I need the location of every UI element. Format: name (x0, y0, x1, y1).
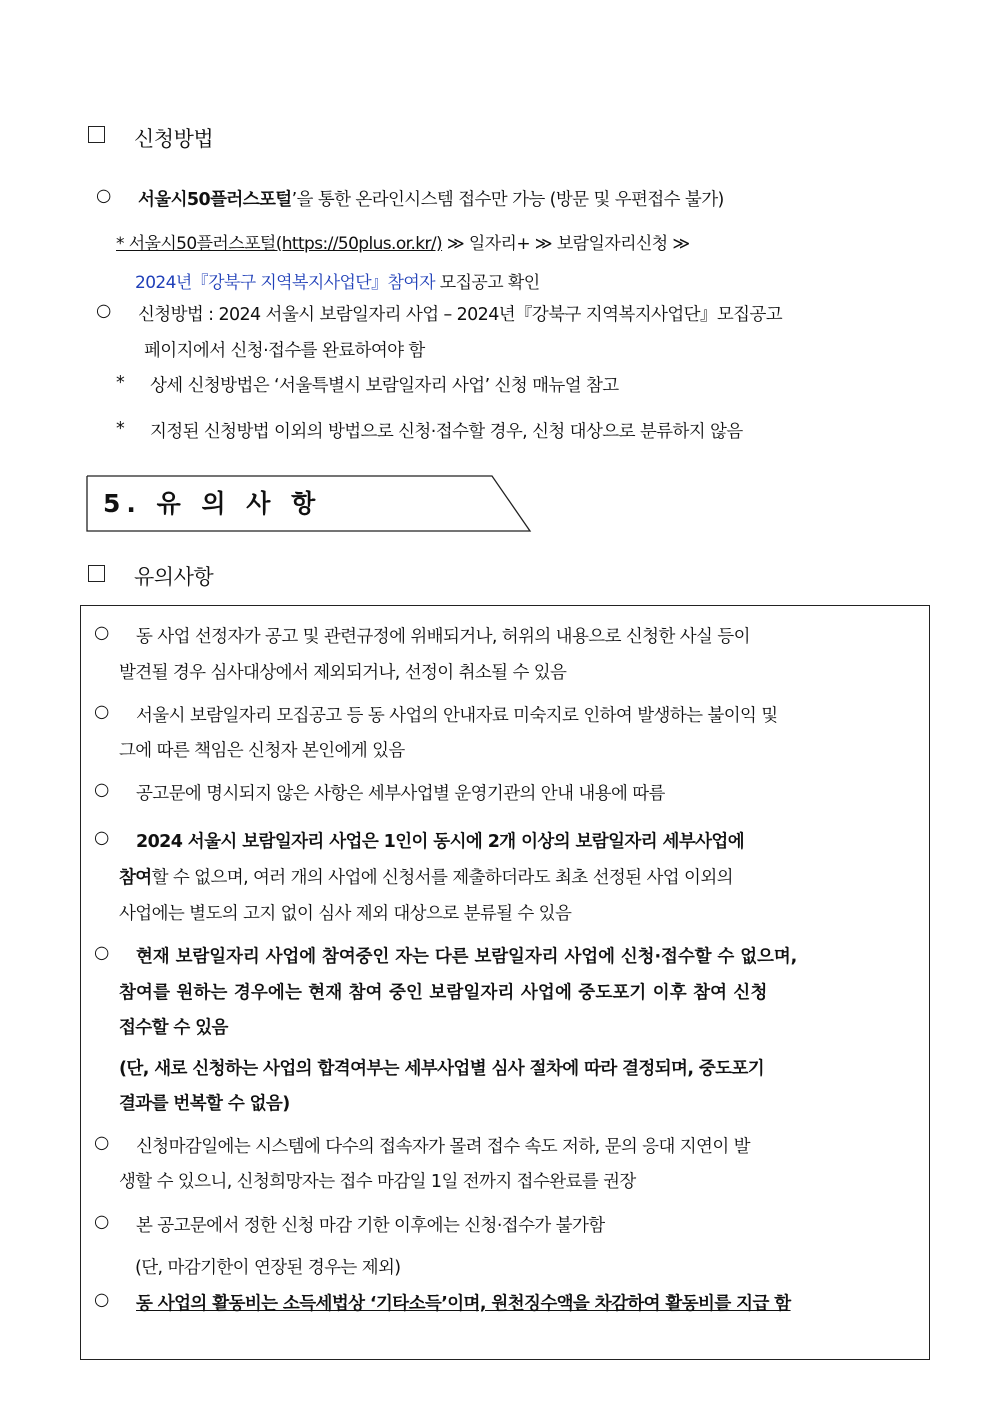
notice-reference (135, 268, 540, 293)
star-bullet-icon: * (116, 419, 125, 439)
portal-link[interactable]: * 서울시50플러스포털(https://50plus.or.kr/) (116, 234, 443, 254)
notice-item-5-paren-line2: 결과를 번복할 수 없음) (119, 1094, 290, 1114)
notice-item-5-line2: 참여를 원하는 경우에는 현재 참여 중인 보람일자리 사업에 중도포기 이후 참여 신청 (119, 983, 768, 1003)
notice-item-3: 공고문에 명시되지 않은 사항은 세부사업별 운영기관의 안내 내용에 따름 (136, 784, 665, 804)
portal-name: 서울시50플러스포털 (138, 190, 292, 210)
section-5-heading: 5. 유 의 사 항 (103, 489, 322, 518)
checkbox-square-icon (88, 126, 105, 143)
section-title-apply: 신청방법 (134, 127, 214, 151)
bold-circle-bullet-icon: ○ (94, 828, 109, 848)
notice-item-4-line2 (119, 864, 733, 889)
notice-item-2-line1: 서울시 보람일자리 모집공고 등 동 사업의 안내자료 미숙지로 인하여 발생하는 불이익 및 (136, 706, 778, 726)
apply-bullet-1 (138, 186, 724, 211)
notice-item-2-line2: 그에 따른 책임은 신청자 본인에게 있음 (119, 741, 405, 761)
apply-star-note-2: 지정된 신청방법 이외의 방법으로 신청·접수할 경우, 신청 대상으로 분류하지 않음 (150, 422, 743, 442)
notice-title-blue: 2024년『강북구 지역복지사업단』참여자 (135, 273, 435, 293)
notice-item-6-line2: 생할 수 있으니, 신청희망자는 접수 마감일 1일 전까지 접수완료를 권장 (119, 1172, 636, 1192)
notice-item-6-line1: 신청마감일에는 시스템에 다수의 접속자가 몰려 접수 속도 저하, 문의 응대 지연이 발 (136, 1137, 750, 1157)
portal-path: ≫ 일자리+ ≫ 보람일자리신청 ≫ (442, 234, 690, 254)
notice-item-4-line2-rest: 할 수 없으며, 여러 개의 사업에 신청서를 제출하더라도 최초 선정된 사업 이외의 (151, 868, 733, 888)
star-bullet-icon: * (116, 373, 125, 393)
notice-reference-rest: 모집공고 확인 (434, 273, 540, 293)
notice-item-7: 본 공고문에서 정한 신청 마감 기한 이후에는 신청·접수가 불가함 (136, 1216, 605, 1236)
bold-circle-bullet-icon: ○ (94, 1290, 109, 1310)
notice-item-4-line3: 사업에는 별도의 고지 없이 심사 제외 대상으로 분류될 수 있음 (119, 904, 572, 924)
notice-item-7-paren: (단, 마감기한이 연장된 경우는 제외) (135, 1258, 401, 1278)
bold-circle-bullet-icon: ○ (94, 943, 109, 963)
section-title-notice: 유의사항 (134, 565, 214, 589)
apply-bullet-1-rest: ’을 통한 온라인시스템 접수만 가능 (방문 및 우편접수 불가) (291, 190, 724, 210)
apply-bullet-2-line2: 페이지에서 신청·접수를 완료하여야 함 (144, 341, 425, 361)
circle-bullet-icon: ○ (96, 186, 111, 206)
circle-bullet-icon: ○ (94, 780, 109, 800)
notice-item-8: 동 사업의 활동비는 소득세법상 ‘기타소득’이며, 원천징수액을 차감하여 활동비를 지급 함 (136, 1294, 791, 1314)
circle-bullet-icon: ○ (94, 1133, 109, 1153)
circle-bullet-icon: ○ (96, 301, 111, 321)
circle-bullet-icon: ○ (94, 1212, 109, 1232)
notice-item-5-line1: 현재 보람일자리 사업에 참여중인 자는 다른 보람일자리 사업에 신청·접수할 수 없으며, (136, 947, 798, 967)
circle-bullet-icon: ○ (94, 702, 109, 722)
checkbox-square-icon (88, 565, 105, 582)
notice-item-1-line1: 동 사업 선정자가 공고 및 관련규정에 위배되거나, 허위의 내용으로 신청한 사실 등이 (136, 627, 750, 647)
notice-item-4-bold-word: 참여 (119, 868, 152, 888)
circle-bullet-icon: ○ (94, 623, 109, 643)
notice-item-4-line1: 2024 서울시 보람일자리 사업은 1인이 동시에 2개 이상의 보람일자리 세부사업에 (136, 832, 745, 852)
apply-bullet-2-line1: 신청방법 : 2024 서울시 보람일자리 사업 – 2024년『강북구 지역복지사업단』모집공고 (138, 305, 783, 325)
notice-item-5-line3: 접수할 수 있음 (119, 1018, 228, 1038)
notice-item-5-paren-line1: (단, 새로 신청하는 사업의 합격여부는 세부사업별 심사 절차에 따라 결정되며, 중도포기 (119, 1059, 765, 1079)
apply-star-note-1: 상세 신청방법은 ‘서울특별시 보람일자리 사업’ 신청 매뉴얼 참고 (150, 376, 619, 396)
portal-path-note (116, 229, 690, 254)
notice-item-1-line2: 발견될 경우 심사대상에서 제외되거나, 선정이 취소될 수 있음 (119, 663, 567, 683)
